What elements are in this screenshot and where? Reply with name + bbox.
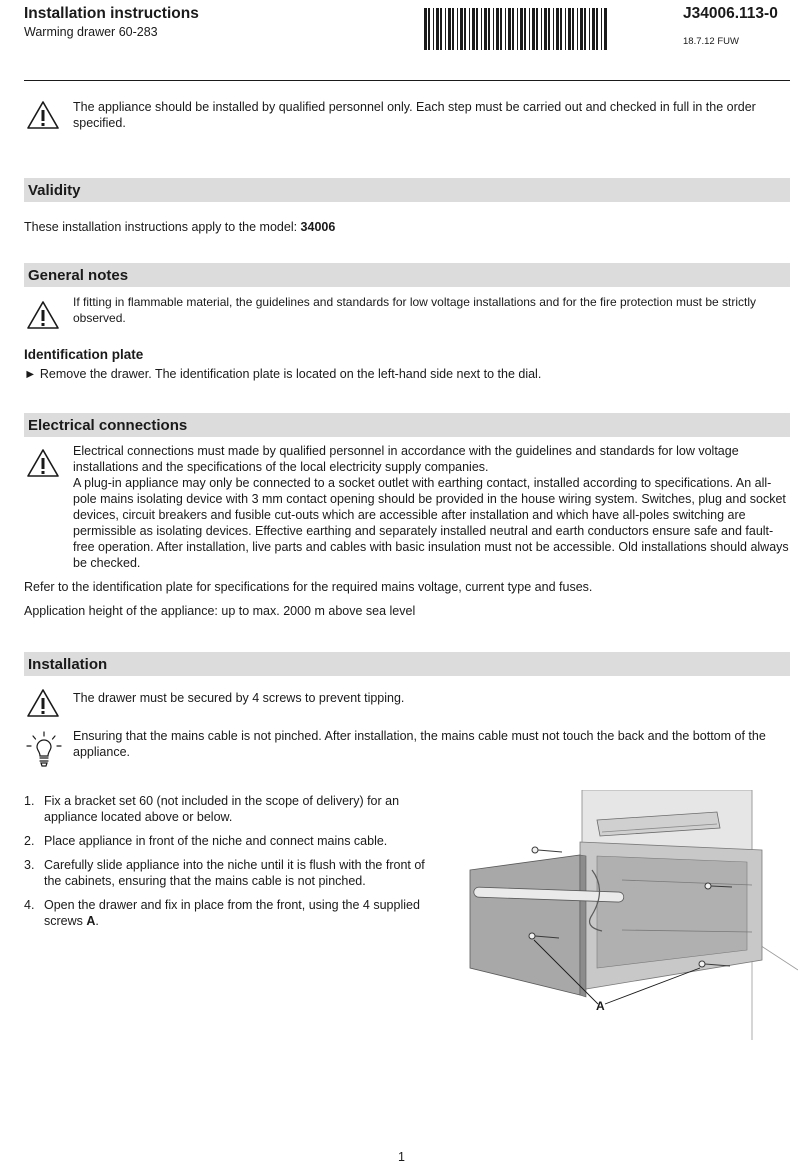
electrical-note-1: Refer to the identification plate for specifications for the required mains voltage, current type and fuses.: [24, 580, 593, 594]
step-number: 4.: [24, 898, 35, 912]
barcode-icon: [424, 8, 610, 50]
warning-icon: [26, 100, 60, 130]
section-heading: Validity: [28, 181, 81, 199]
screw-label: A: [86, 914, 96, 928]
section-heading: General notes: [28, 266, 129, 284]
page-number: 1: [398, 1150, 405, 1164]
section-electrical: [24, 413, 790, 437]
validity-prefix: These installation instructions apply to the model:: [24, 220, 301, 234]
step-text: Carefully slide appliance into the niche until it is flush with the front of the cabinets, ensuring that the mains cable is not pinched.: [44, 858, 425, 888]
section-heading: Installation: [28, 655, 108, 673]
list-item: [24, 857, 444, 889]
doc-number: J34006.113-0: [683, 5, 778, 22]
section-general-notes: [24, 263, 790, 287]
installation-figure: [462, 790, 798, 1040]
model-number: 34006: [300, 220, 336, 234]
step-text-end: .: [95, 914, 99, 928]
installation-tip: Ensuring that the mains cable is not pinched. After installation, the mains cable must not touch the back and the bottom of the appliance.: [73, 729, 766, 759]
doc-subtitle: Warming drawer 60-283: [24, 25, 158, 39]
validity-text: [24, 219, 335, 235]
electrical-warning: [73, 443, 790, 571]
header-divider: [24, 80, 790, 81]
warning-icon: [26, 448, 60, 478]
general-notes-warning: If fitting in flammable material, the guidelines and standards for low voltage installations and for the fire protection must be strictly observed.: [73, 295, 757, 325]
list-item: [24, 833, 444, 849]
electrical-note-2: Application height of the appliance: up to max. 2000 m above sea level: [24, 604, 416, 618]
section-heading: Electrical connections: [28, 416, 188, 434]
list-item: [24, 793, 444, 825]
step-number: 2.: [24, 834, 35, 848]
lightbulb-icon: [24, 730, 64, 770]
list-item: [24, 897, 444, 929]
warning-icon: [26, 300, 60, 330]
warning-icon: [26, 688, 60, 718]
step-text: Fix a bracket set 60 (not included in the scope of delivery) for an appliance located above or below.: [44, 794, 400, 824]
electrical-warning-p1: Electrical connections must made by qualified personnel in accordance with the guidelines and standards for low voltage installations and the specifications of the local electricity supply companies.: [73, 444, 739, 474]
installation-steps: [24, 793, 444, 937]
step-number: 3.: [24, 858, 35, 872]
doc-date: 18.7.12 FUW: [683, 36, 739, 47]
doc-title: Installation instructions: [24, 5, 199, 22]
step-number: 1.: [24, 794, 35, 808]
intro-warning-text: The appliance should be installed by qualified personnel only. Each step must be carried out and checked in full in the order specified.: [73, 100, 756, 130]
step-text: Open the drawer and fix in place from the front, using the 4 supplied screws: [44, 898, 420, 928]
niche-cavity: [580, 842, 762, 990]
section-validity: [24, 178, 790, 202]
section-installation: [24, 652, 790, 676]
electrical-warning-p2: A plug-in appliance may only be connected to a socket outlet with earthing contact, installed according to specifications. An all-pole mains isolating device with 3 mm contact opening should be provided in the house wiring system. Switches, plug and socket devices, circuit breakers and fusible cut-outs which are accessible after installation and which have all-poles switching are permissible as isolating devices. Effective earthing and separately installed neutral and earth conductors ensure safe and fault-free operation. After installation, live parts and cables with basic insulation must not be accessible. Old installations should always be checked.: [73, 476, 789, 570]
figure-label-a: A: [596, 999, 605, 1013]
installation-warning: The drawer must be secured by 4 screws to prevent tipping.: [73, 691, 405, 705]
id-plate-heading: Identification plate: [24, 347, 144, 362]
step-text: Place appliance in front of the niche and connect mains cable.: [44, 834, 388, 848]
id-plate-text: ► Remove the drawer. The identification plate is located on the left-hand side next to the dial.: [24, 367, 542, 381]
